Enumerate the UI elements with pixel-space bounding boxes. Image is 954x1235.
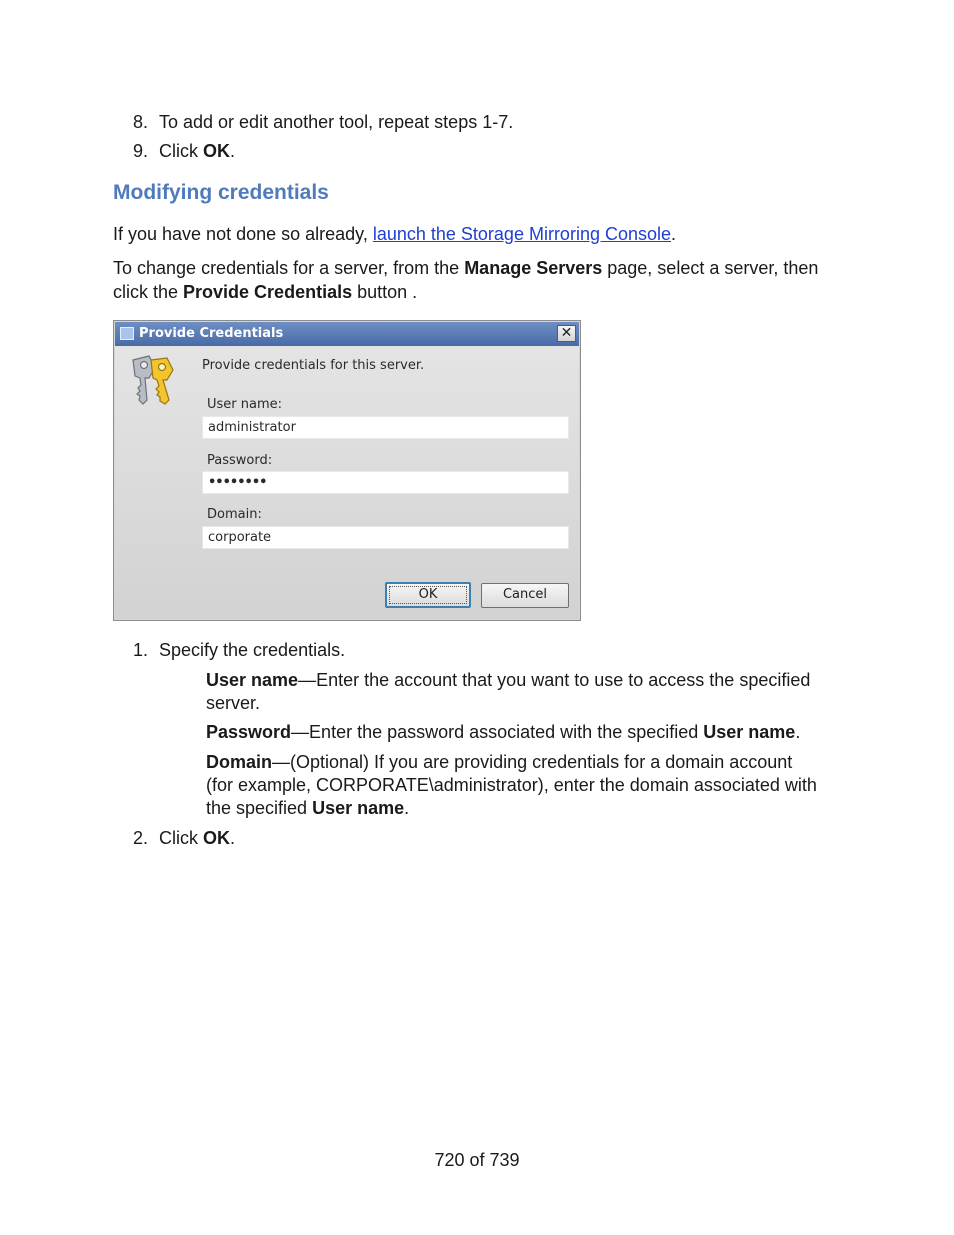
step-number: 1. [132,640,148,660]
section-heading: Modifying credentials [113,181,329,204]
dialog-message: Provide credentials for this server. [202,358,425,373]
domain-description-line-3: the specified User name. [206,798,410,818]
dialog-titlebar [115,322,579,346]
provide-credentials-dialog [113,320,581,621]
close-button[interactable]: ✕ [557,325,576,342]
domain-label: Domain: [207,507,262,522]
window-icon [120,327,134,340]
dialog-body [115,346,579,619]
step-number: 8. [132,112,148,132]
step-text: Click OK. [159,141,236,161]
launch-console-link[interactable]: launch the Storage Mirroring Console [372,224,672,244]
keys-icon [125,352,185,414]
instruction-paragraph-line-2: click the Provide Credentials button . [113,282,418,302]
step-text: Click OK. [159,828,236,848]
domain-input[interactable]: corporate [202,526,569,549]
ok-button[interactable]: OK [385,582,471,608]
dialog-title: Provide Credentials [139,326,284,341]
password-description: Password—Enter the password associated with the specified User name. [206,722,801,742]
instruction-paragraph-line-1: To change credentials for a server, from the Manage Servers page, select a server, then [113,258,819,278]
step-text: Specify the credentials. [159,640,346,660]
intro-paragraph: If you have not done so already, launch the Storage Mirroring Console. [113,224,677,244]
username-description-line-1: User name—Enter the account that you want to use to access the specified [206,670,811,690]
step-text: To add or edit another tool, repeat steps 1-7. [159,112,514,132]
username-input[interactable]: administrator [202,416,569,439]
step-number: 2. [132,828,148,848]
password-input[interactable]: •••••••• [202,471,569,494]
domain-description-line-1: Domain—(Optional) If you are providing credentials for a domain account [206,752,793,772]
step-number: 9. [132,141,148,161]
domain-description-line-2: (for example, CORPORATE\administrator), enter the domain associated with [206,775,817,795]
password-label: Password: [207,453,273,468]
username-description-line-2: server. [206,693,261,713]
page-number: 720 of 739 [434,1150,520,1170]
username-label: User name: [207,397,283,412]
cancel-button[interactable]: Cancel [481,583,569,608]
